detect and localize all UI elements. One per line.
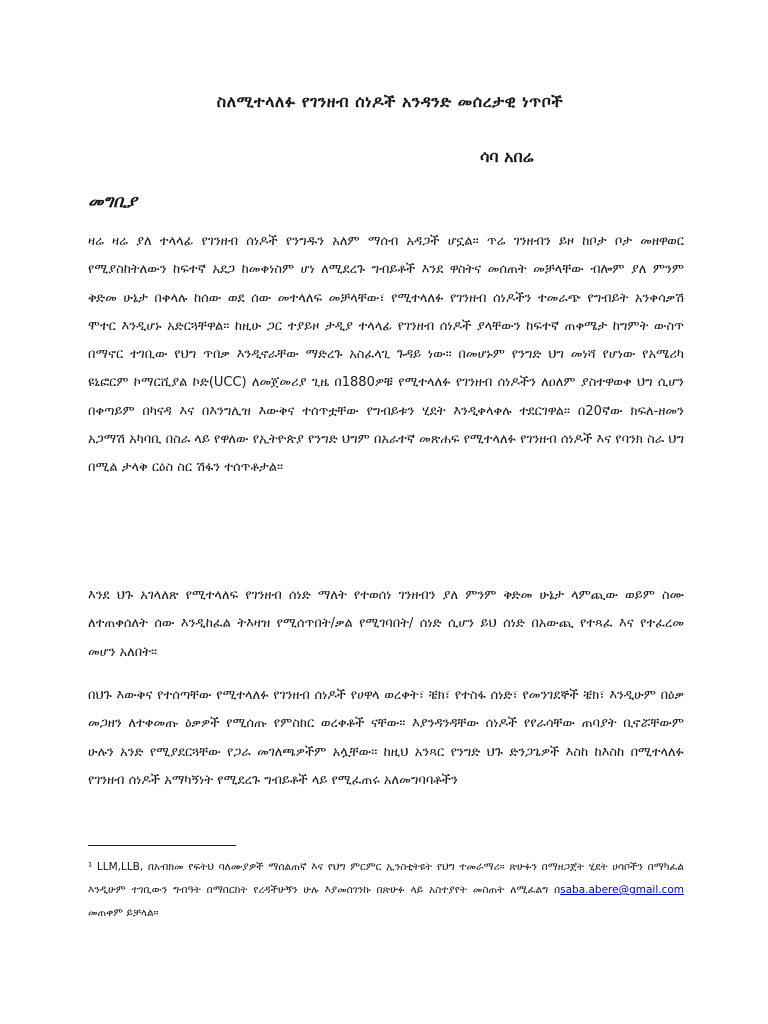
author-name: ሳባ አበሬ: [480, 147, 534, 166]
paragraph-1: ዛሬ ዛሬ ያለ ተላላፊ የገንዘብ ሰነዶች የንግዱን አለም ማሰብ አዳጋች ሆኗል። ጥሬ ገንዘብን ይዞ ከቦታ ቦታ መዘዋወር የሚያስከትለውን ከፍተኛ አደጋ ከመቀነስም ሆነ ለሚደረጉ ግብይቶች እንደ ዋስትና መሰጠት መቻላቸው ብሎም ያለ ምንም ቅድመ ሁኔታ በቀላሉ ከሰው ወደ ሰው መተላለፍ መቻላቸው፣ የሚተላለፉ የገንዘብ ሰነዶችን ተመራጭ የግብይት አንቀሳቃሽ ሞተር እንዲሆኑ አድርጓቸዋል። ከዚሁ ጋር ተያይዞ ታዲያ ተላላፊ የገንዘብ ሰነዶች ያላቸውን ከፍተኛ ጠቀሜታ ከግምት ውስጥ በማኖር ተገቢው የህግ ጥበቃ እንዲኖራቸው ማድረጉ አስፈላጊ ጉዳይ ነው። በመሆኑም የንግድ ህግ መነሻ የሆነው የአሜሪካ ዩኒፎርም ኮማርሺያል ኮድ(UCC) ለመጀመሪያ ጊዜ በ1880ዎቹ የሚተላለፉ የገንዘብ ሰነዶችን ለዐለም ያስተዋወቀ ህግ ሲሆን በቀጣይም በካናዳ እና በእንግሊዝ እውቅና ተሰጥቷቸው የግብይቱን ሂደት እንዲቀላቀሉ ተደርገዋል። በ20ኛው ክፍለ-ዘመን አጋማሽ አካባቢ በስራ ላይ የዋለው የኢትዮጵያ የንግድ ህግም በአራተኛ መጽሐፍ የሚተላለፉ የገንዘብ ሰነዶች እና የባንክ ስራ ህግ በሚል ታላቅ ርዕስ ስር ሽፋን ተሰጥቶታል።: [88, 234, 684, 476]
footnote-text-end: መጠቀም ይቻላል።: [88, 907, 159, 919]
footnote-marker: ¹: [88, 861, 93, 873]
footnote-text: LLM,LLB, በአብክመ የፍትህ ባለሙያዎች ማሰልጠኛ እና የህግ ምርምር ኢንስቲትዩት የህግ ተመራማሪ። ጽሁፉን በማዘጋጀት ሂደት ሀሳቦችን በማካፈል እንዲሁም ተገቢውን ግብዓት በማበርከት የረዳችሁኝን ሁሉ እያመሰገንኩ በጽሁፉ ላይ አስተያየት መስጠት ለሚፈልግ በ: [88, 861, 684, 896]
paragraph-3: በህጉ እውቅና የተሰጣቸው የሚተላለፉ የገንዘብ ሰነዶች የሀዋላ ወረቀት፣ ቼክ፣ የተስፋ ሰነድ፣ የመንገደኞች ቼክ፣ እንዲሁም በዕቃ መጋዘን ለተቀመጡ ዕቃዎች የሚሰጡ የምስክር ወረቀቶች ናቸው። እያንዳንዳቸው ሰነዶች የየራሳቸው ጠባያት ቢኖሯቸውም ሁሉን አንድ የሚያደርጓቸው የጋራ መገለጫዎችም አሏቸው። ከዚህ አንጻር የንግድ ህጉ ድንጋጌዎች እስከ ከእስከ በሚተላለፉ የገንዘብ ሰነዶች አማካኝነት የሚደረጉ ግብይቶች ላይ የሚፈጠሩ አለመግባባቶችን: [88, 688, 684, 788]
paragraph-2: እንደ ህጉ አገላለጽ የሚተላለፍ የገንዘብ ሰነድ ማለት የተወሰነ ገንዘብን ያለ ምንም ቅድመ ሁኔታ ላምጪው ወይም ስሙ ለተጠቀሰለት ሰው እንዲከፈል ትእዛዝ የሚሰጥበት/ቃል የሚገባበት/ ሰነድ ሲሆን ይህ ሰነድ በአውጪ የተጻፈ እና የተፈረመ መሆን አለበት።: [88, 588, 684, 660]
section-heading: መግቢያ: [88, 192, 137, 212]
document-title: ስለሚተላለፉ የገንዘብ ሰነዶች አንዳንድ መሰረታዊ ነጥቦች: [216, 92, 564, 111]
email-link[interactable]: saba.abere@gmail.com: [560, 884, 684, 896]
footnote-divider: [88, 845, 236, 846]
footnote: [88, 856, 684, 925]
